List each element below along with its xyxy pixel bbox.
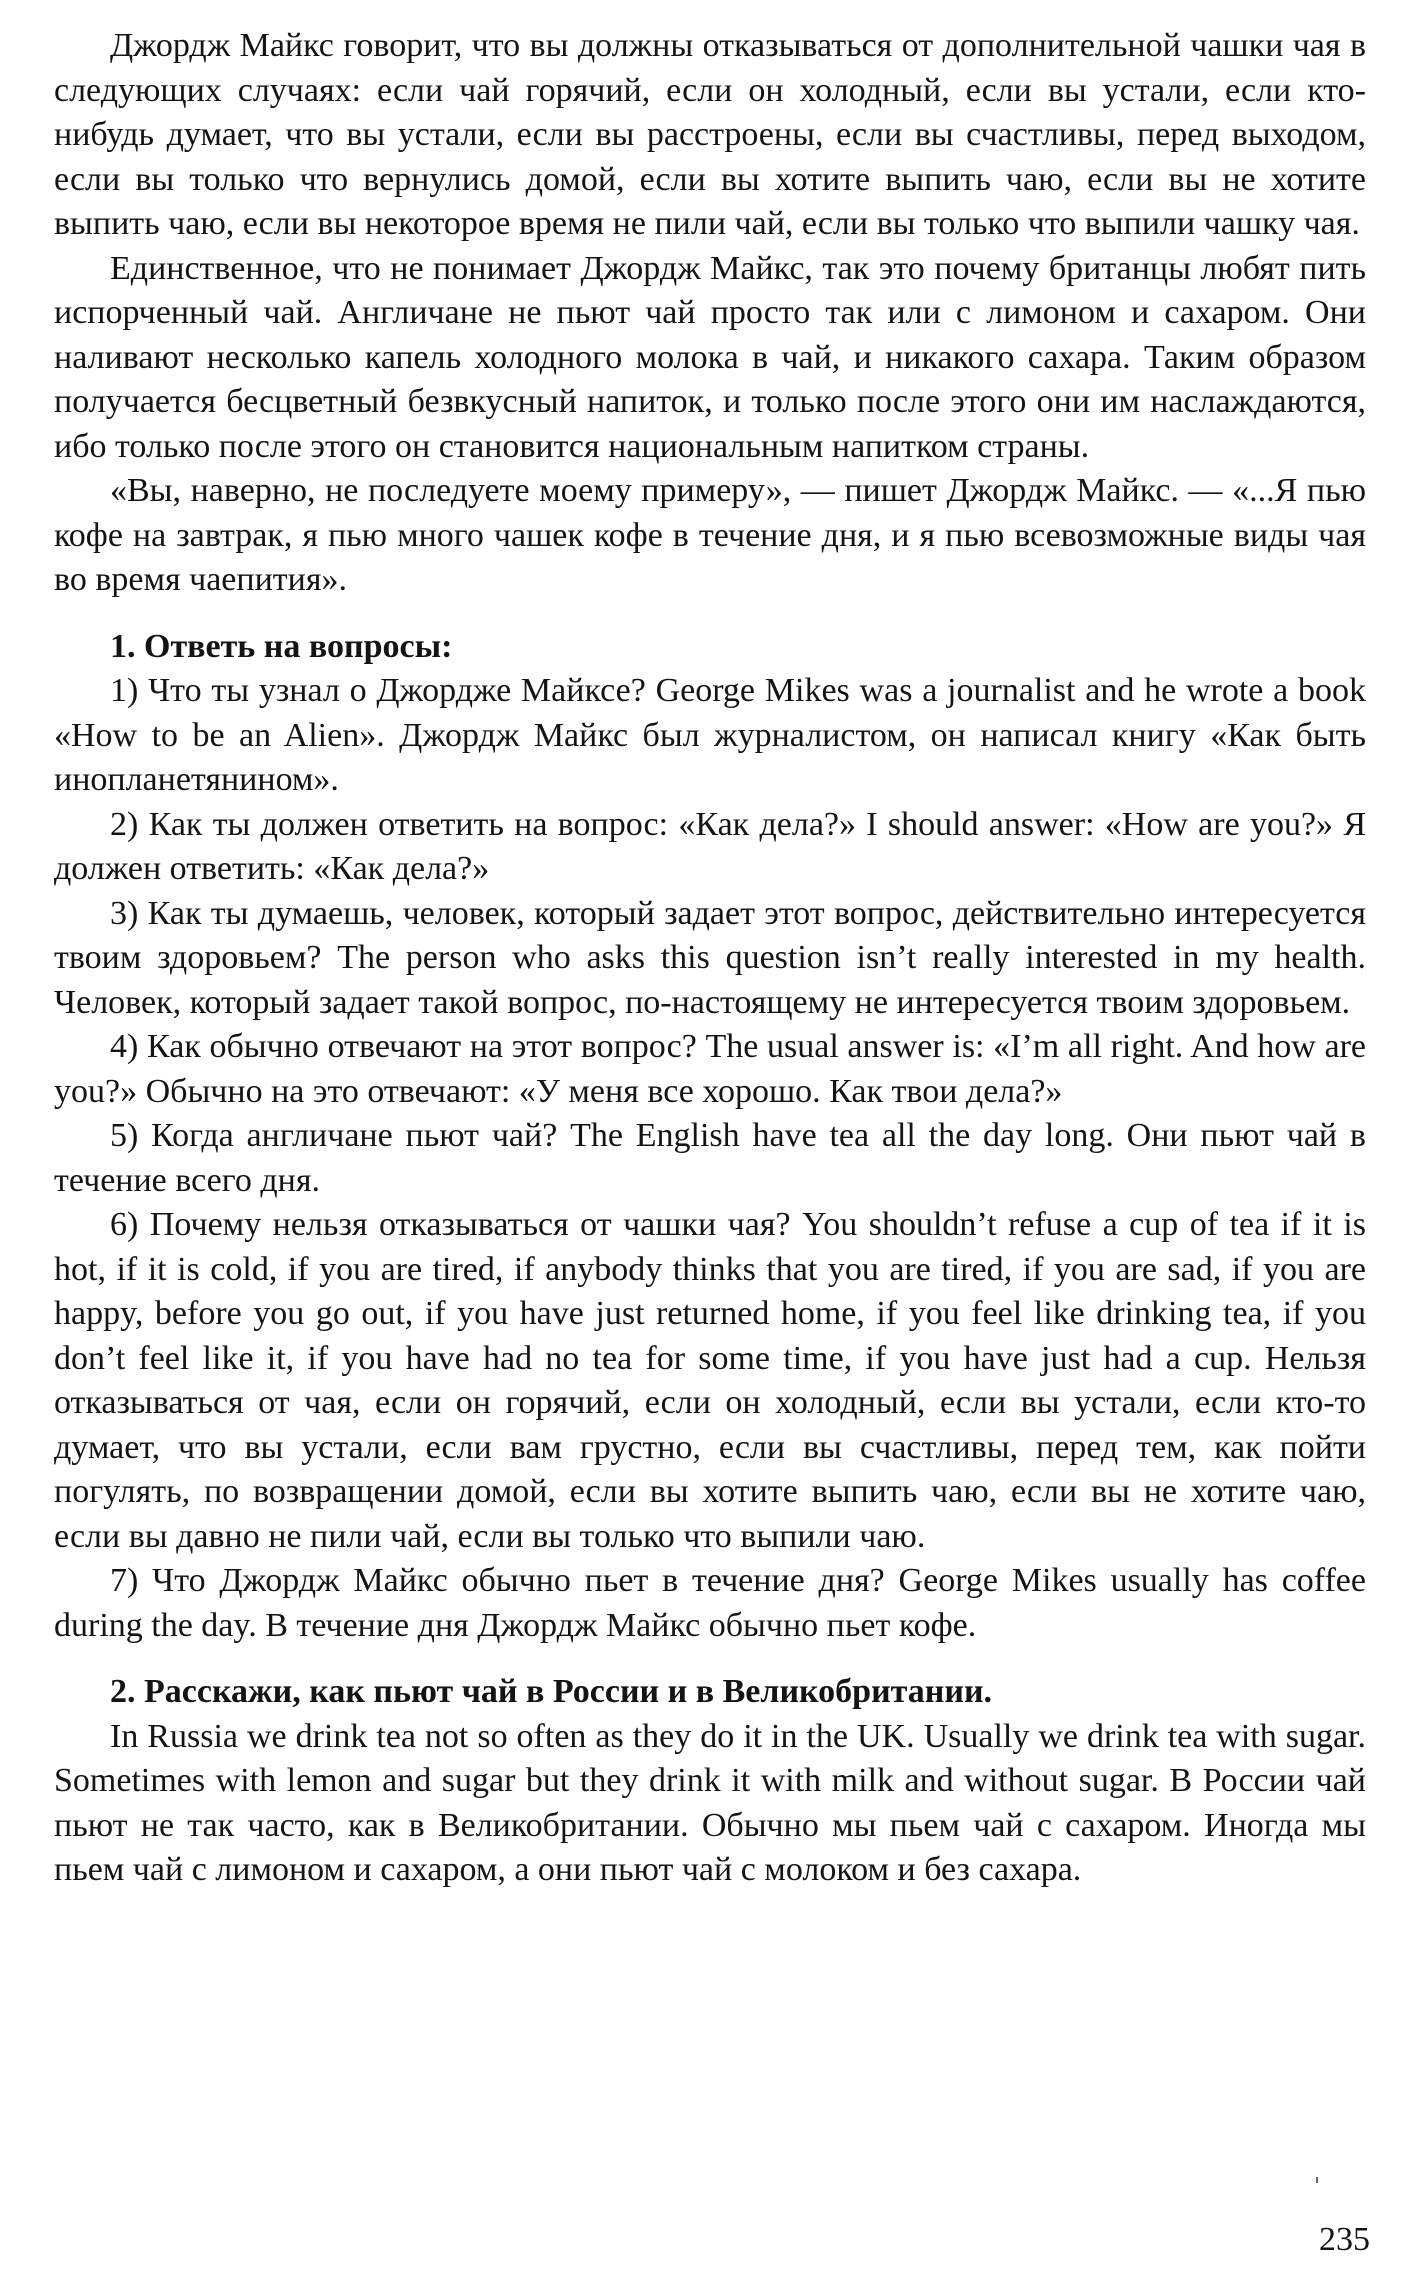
section-2-heading: 2. Расскажи, как пьют чай в России и в Великобритании. [110, 1673, 993, 1710]
answer-6: 6) Почему нельзя отказываться от чашки чая? You shouldn’t refuse a cup of tea if it is hot, if it is cold, if you are tired, if anybody thinks that you are tired, if you are sad, if you are happy, before you go out, if you have just returned home, if you feel like drinking tea, if you don’t feel like it, if you have had no tea for some time, if you have just had a cup. Нельзя отказываться от чая, если он горячий, если он холодный, если вы устали, если кто-то думает, что вы устали, если вам грустно, если вы счастливы, перед тем, как пойти погулять, по возвращении домой, если вы хотите выпить чаю, если вы не хотите чаю, если вы давно не пили чай, если вы только что выпили чаю. [54, 1206, 1366, 1555]
page-number: 235 [1319, 2221, 1370, 2258]
book-page [54, 24, 1366, 1893]
section-2-text: In Russia we drink tea not so often as they do it in the UK. Usually we drink tea with sugar. Sometimes with lemon and sugar but they drink it with milk and without sugar. В России чай пьют не так часто, как в Великобритании. Обычно мы пьем чай с сахаром. Иногда мы пьем чай с лимоном и сахаром, а они пьют чай с молоком и без сахара. [54, 1717, 1366, 1888]
section-1-heading: 1. Ответь на вопросы: [110, 627, 453, 665]
intro-paragraph-2: Единственное, что не понимает Джордж Майкс, так это почему британцы любят пить испорченный чай. Англичане не пьют чай просто так или с лимоном и сахаром. Они наливают несколько капель холодного молока в чай, и никакого сахара. Таким образом получается бесцветный безвкусный напиток, и только после этого они им наслаждаются, ибо только после этого он становится национальным напитком страны. [54, 249, 1366, 465]
answer-7: 7) Что Джордж Майкс обычно пьет в течение дня? George Mikes usually has coffee during the day. В течение дня Джордж Майкс обычно пьет кофе. [54, 1562, 1366, 1644]
answer-2: 2) Как ты должен ответить на вопрос: «Как дела?» I should answer: «How are you?» Я должен ответить: «Как дела?» [54, 805, 1366, 887]
intro-paragraph-3: «Вы, наверно, не последуете моему примеру», — пишет Джордж Майкс. — «...Я пью кофе на завтрак, я пью много чашек кофе в течение дня, и я пью всевозможные виды чая во время чаепития». [54, 472, 1366, 598]
answer-4: 4) Как обычно отвечают на этот вопрос? The usual answer is: «I’m all right. And how are you?» Обычно на это отвечают: «У меня все хорошо. Как твои дела?» [54, 1028, 1366, 1110]
intro-paragraph-1: Джордж Майкс говорит, что вы должны отказываться от дополнительной чашки чая в следующих случаях: если чай горячий, если он холодный, если вы устали, если кто-нибудь думает, что вы устали, если вы расстроены, если вы счастливы, перед выходом, если вы только что вернулись домой, если вы хотите выпить чаю, если вы не хотите выпить чаю, если вы некоторое время не пили чай, если вы только что выпили чашку чая. [54, 27, 1366, 242]
scan-mark [1316, 2177, 1318, 2183]
answer-3: 3) Как ты думаешь, человек, который задает этот вопрос, действительно интересуется твоим здоровьем? The person who asks this question isn’t really interested in my health. Человек, который задает такой вопрос, по-настоящему не интересуется твоим здоровьем. [54, 894, 1366, 1021]
answer-1: 1) Что ты узнал о Джордже Майксе? George Mikes was a journalist and he wrote a book «How to be an Alien». Джордж Майкс был журналистом, он написал книгу «Как быть инопланетянином». [54, 672, 1366, 798]
answer-5: 5) Когда англичане пьют чай? The English have tea all the day long. Они пьют чай в течение всего дня. [54, 1117, 1366, 1199]
